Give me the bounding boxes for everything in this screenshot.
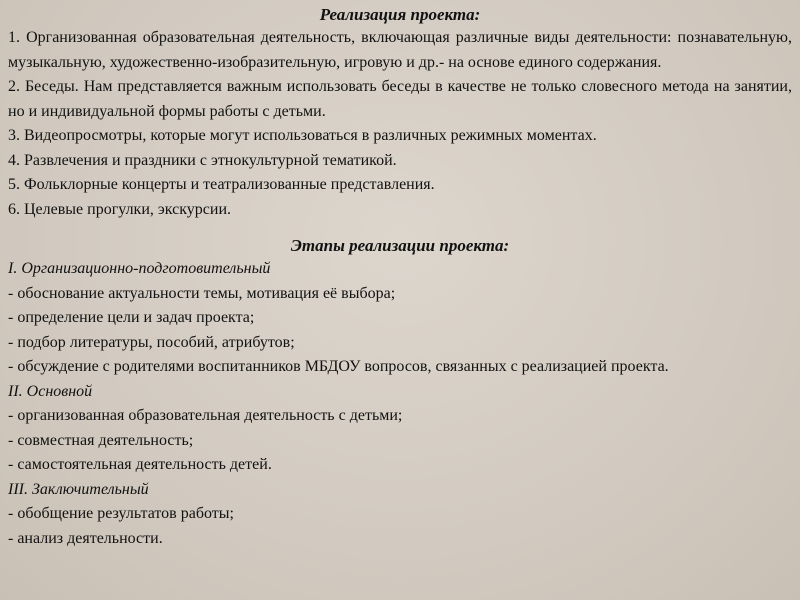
stage-1-item-1: - обоснование актуальности темы, мотивация её выбора; — [8, 284, 396, 302]
implementation-item-6: 6. Целевые прогулки, экскурсии. — [8, 200, 232, 218]
stage-2-item-2: - совместная деятельность; — [8, 431, 194, 449]
implementation-item-3: 3. Видеопросмотры, которые могут использоваться в различных режимных моментах. — [8, 127, 597, 144]
section-title-implementation: Реализация проекта: — [319, 5, 481, 24]
stage-2-item-3: - самостоятельная деятельность детей. — [8, 456, 272, 473]
stage-3-item-2: - анализ деятельности. — [8, 529, 163, 547]
stage-title-1: I. Организационно-подготовительный — [8, 260, 271, 277]
implementation-item-2: 2. Беседы. Нам представляется важным использовать беседы в качестве не только словесного метода на занятии, но и индивидуальной формы работы с детьми. — [8, 78, 792, 120]
stage-1-item-3: - подбор литературы, пособий, атрибутов; — [8, 333, 295, 351]
stage-3-item-1: - обобщение результатов работы; — [8, 505, 234, 522]
implementation-item-5: 5. Фольклорные концерты и театрализованные представления. — [8, 176, 435, 193]
stage-title-2: II. Основной — [8, 382, 93, 400]
implementation-item-4: 4. Развлечения и праздники с этнокультурной тематикой. — [8, 151, 397, 169]
stage-1-item-4: - обсуждение с родителями воспитанников МБДОУ вопросов, связанных с реализацией проекта. — [8, 358, 669, 375]
implementation-item-1: 1. Организованная образовательная деятельность, включающая различные виды деятельности: познавательную, музыкальную, художественно-изобразительную, игровую и др.- на основе единого содержания. — [8, 29, 792, 71]
stage-1-item-2: - определение цели и задач проекта; — [8, 309, 255, 326]
section-gap — [8, 222, 792, 235]
section-title-stages: Этапы реализации проекта: — [290, 236, 510, 255]
stage-title-3: III. Заключительный — [8, 480, 149, 498]
stage-2-item-1: - организованная образовательная деятельность с детьми; — [8, 407, 403, 424]
